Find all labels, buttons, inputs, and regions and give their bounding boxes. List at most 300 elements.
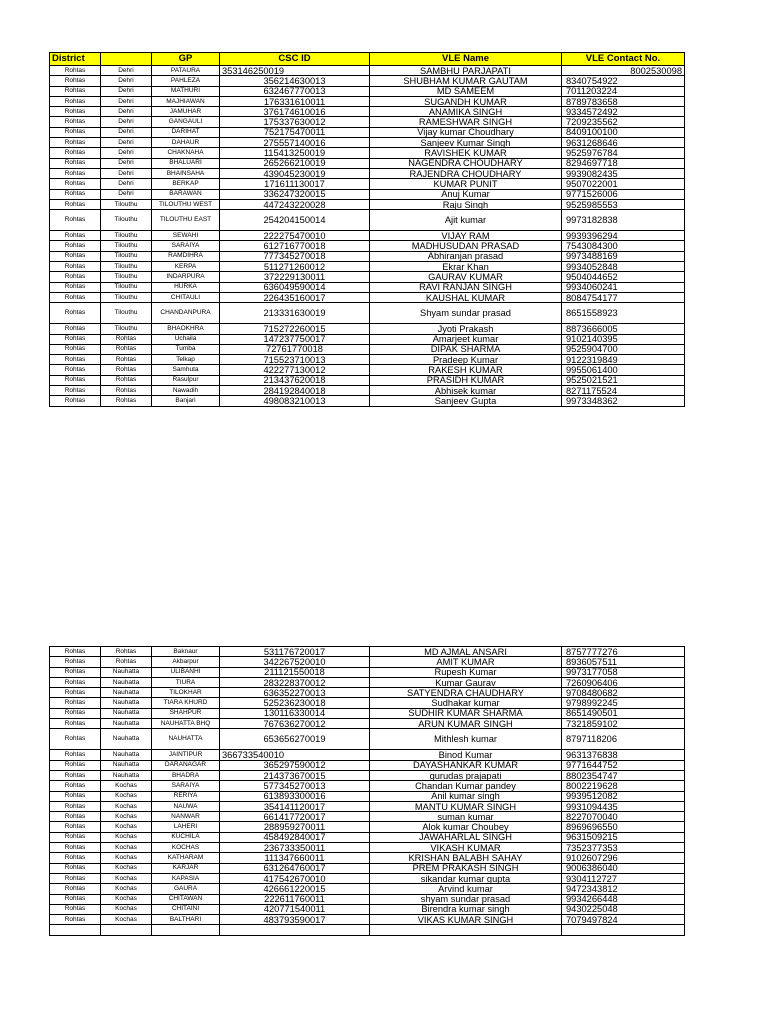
gp-cell: KARJAR	[152, 863, 220, 873]
district-cell: Rohtas	[50, 127, 101, 137]
contact-cell: 9507022001	[562, 179, 685, 189]
csc-id-cell: 236733350011	[220, 843, 370, 853]
contact-cell: 7543084300	[562, 241, 685, 251]
header-block	[101, 53, 152, 66]
table-row	[50, 355, 685, 365]
gp-cell: NANWAR	[152, 812, 220, 822]
vle-name-cell: Binod Kumar	[370, 750, 562, 760]
gp-cell: JAMUHAR	[152, 107, 220, 117]
table-row	[50, 688, 685, 698]
contact-cell: 8797118206	[562, 729, 685, 750]
vle-name-cell: MD AJMAL ANSARI	[370, 647, 562, 657]
table-row	[50, 853, 685, 863]
district-cell: Rohtas	[50, 708, 101, 718]
table-row	[50, 272, 685, 282]
district-cell: Rohtas	[50, 231, 101, 241]
block-cell: Kochas	[101, 781, 152, 791]
csc-id-cell: 777345270018	[220, 251, 370, 261]
table-body-top	[50, 66, 685, 407]
block-cell: Rohtas	[101, 657, 152, 667]
table-row	[50, 344, 685, 354]
district-cell: Rohtas	[50, 375, 101, 385]
contact-cell: 9631376838	[562, 750, 685, 760]
table-header-row	[50, 53, 685, 66]
csc-id-cell: 283228370012	[220, 677, 370, 687]
contact-cell: 8802354747	[562, 770, 685, 780]
contact-cell: 8757777276	[562, 647, 685, 657]
table-row	[50, 189, 685, 199]
block-cell: Tilouthu	[101, 282, 152, 292]
vle-name-cell: Birendra kumar singh	[370, 904, 562, 914]
contact-cell: 8409100100	[562, 127, 685, 137]
gp-cell: NAUHATTA BHQ	[152, 719, 220, 729]
gp-cell: SARAIYA	[152, 241, 220, 251]
vle-name-cell: Abhisek kumar	[370, 386, 562, 396]
contact-cell: 9973488169	[562, 251, 685, 261]
district-cell: Rohtas	[50, 272, 101, 282]
vle-name-cell: GAURAV KUMAR	[370, 272, 562, 282]
contact-cell: 8789783658	[562, 96, 685, 106]
vle-table-bottom	[49, 646, 685, 936]
vle-name-cell: SUGANDH KUMAR	[370, 96, 562, 106]
gp-cell: HURKA	[152, 282, 220, 292]
vle-name-cell: Vijay kumar Choudhary	[370, 127, 562, 137]
table-row	[50, 76, 685, 86]
contact-cell: 9939082435	[562, 168, 685, 178]
vle-name-cell: AMIT KUMAR	[370, 657, 562, 667]
vle-name-cell: Ajit kumar	[370, 210, 562, 231]
table-row	[50, 894, 685, 904]
csc-id-cell: 213331630019	[220, 303, 370, 324]
gp-cell: KUCHILA	[152, 832, 220, 842]
block-cell: Nauhatta	[101, 760, 152, 770]
block-cell: Tilouthu	[101, 251, 152, 261]
gp-cell: SEWAHI	[152, 231, 220, 241]
vle-name-cell: Rupesh Kumar	[370, 667, 562, 677]
gp-cell: NAUWA	[152, 801, 220, 811]
district-cell: Rohtas	[50, 750, 101, 760]
contact-cell: 9931094435	[562, 801, 685, 811]
vle-table-top	[49, 52, 685, 407]
gp-cell: BHAINSAHA	[152, 168, 220, 178]
district-cell: Rohtas	[50, 822, 101, 832]
contact-cell: 9430225048	[562, 904, 685, 914]
csc-id-cell: 498083210013	[220, 396, 370, 406]
csc-id-cell: 254204150014	[220, 210, 370, 231]
csc-id-cell: 636352270013	[220, 688, 370, 698]
table-row	[50, 708, 685, 718]
district-cell: Rohtas	[50, 251, 101, 261]
district-cell: Rohtas	[50, 241, 101, 251]
table-row	[50, 873, 685, 883]
contact-cell: 9525904700	[562, 344, 685, 354]
csc-id-cell: 483793590017	[220, 915, 370, 925]
csc-id-cell: 417542670010	[220, 873, 370, 883]
district-cell: Rohtas	[50, 770, 101, 780]
contact-cell: 9102607296	[562, 853, 685, 863]
block-cell: Dehri	[101, 127, 152, 137]
vle-name-cell: SUDHIR KUMAR SHARMA	[370, 708, 562, 718]
table-row	[50, 365, 685, 375]
block-cell: Rohtas	[101, 647, 152, 657]
gp-cell: Tumba	[152, 344, 220, 354]
district-cell: Rohtas	[50, 760, 101, 770]
block-cell: Nauhatta	[101, 719, 152, 729]
contact-cell: 8340754922	[562, 76, 685, 86]
table-row	[50, 86, 685, 96]
contact-cell: 9934052848	[562, 262, 685, 272]
district-cell: Rohtas	[50, 386, 101, 396]
gp-cell: RERIYA	[152, 791, 220, 801]
gp-cell: DAHAUR	[152, 138, 220, 148]
vle-name-cell	[370, 925, 562, 935]
contact-cell: 7079497824	[562, 915, 685, 925]
gp-cell: CHAKNAHA	[152, 148, 220, 158]
table-row	[50, 324, 685, 334]
district-cell: Rohtas	[50, 210, 101, 231]
csc-id-cell: 661417720017	[220, 812, 370, 822]
vle-name-cell: KUMAR PUNIT	[370, 179, 562, 189]
district-cell: Rohtas	[50, 719, 101, 729]
contact-cell: 9934266448	[562, 894, 685, 904]
vle-name-cell: Anuj Kumar	[370, 189, 562, 199]
block-cell: Dehri	[101, 158, 152, 168]
district-cell: Rohtas	[50, 189, 101, 199]
district-cell: Rohtas	[50, 904, 101, 914]
district-cell: Rohtas	[50, 667, 101, 677]
district-cell	[50, 925, 101, 935]
vle-name-cell: PRASIDH KUMAR	[370, 375, 562, 385]
gp-cell: TIARA KHURD	[152, 698, 220, 708]
vle-name-cell: MANTU KUMAR SINGH	[370, 801, 562, 811]
vle-name-cell: Amarjeet kumar	[370, 334, 562, 344]
table-row	[50, 832, 685, 842]
block-cell: Rohtas	[101, 396, 152, 406]
csc-id-cell: 72761770018	[220, 344, 370, 354]
district-cell: Rohtas	[50, 832, 101, 842]
block-cell: Kochas	[101, 791, 152, 801]
table-row	[50, 251, 685, 261]
block-cell: Nauhatta	[101, 770, 152, 780]
block-cell: Tilouthu	[101, 303, 152, 324]
gp-cell: MATHURI	[152, 86, 220, 96]
table-row	[50, 241, 685, 251]
block-cell: Kochas	[101, 812, 152, 822]
vle-name-cell: VIJAY RAM	[370, 231, 562, 241]
table-row	[50, 292, 685, 302]
block-cell: Nauhatta	[101, 729, 152, 750]
district-cell: Rohtas	[50, 117, 101, 127]
table-row	[50, 262, 685, 272]
gp-cell: DARIHAT	[152, 127, 220, 137]
csc-id-cell: 353146250019	[220, 66, 370, 76]
block-cell: Kochas	[101, 873, 152, 883]
vle-name-cell: Mithlesh kumar	[370, 729, 562, 750]
gp-cell: KERPA	[152, 262, 220, 272]
gp-cell: KOCHAS	[152, 843, 220, 853]
district-cell: Rohtas	[50, 199, 101, 209]
contact-cell: 8873666005	[562, 324, 685, 334]
table-row	[50, 843, 685, 853]
vle-name-cell: KAUSHAL KUMAR	[370, 292, 562, 302]
vle-name-cell: Ekrar Khan	[370, 262, 562, 272]
contact-cell: 9006386040	[562, 863, 685, 873]
gp-cell: Rasulpur	[152, 375, 220, 385]
contact-cell: 8651490501	[562, 708, 685, 718]
csc-id-cell: 631264760017	[220, 863, 370, 873]
district-cell: Rohtas	[50, 853, 101, 863]
gp-cell: BERKAP	[152, 179, 220, 189]
district-cell: Rohtas	[50, 781, 101, 791]
vle-name-cell: RAKESH KUMAR	[370, 365, 562, 375]
table-body-bottom	[50, 647, 685, 936]
csc-id-cell: 613893300016	[220, 791, 370, 801]
block-cell	[101, 925, 152, 935]
table-row	[50, 386, 685, 396]
district-cell: Rohtas	[50, 915, 101, 925]
csc-id-cell: 176331610011	[220, 96, 370, 106]
district-cell: Rohtas	[50, 158, 101, 168]
vle-name-cell: Abhiranjan prasad	[370, 251, 562, 261]
district-cell: Rohtas	[50, 791, 101, 801]
gp-cell: Samhuta	[152, 365, 220, 375]
vle-name-cell: MADHUSUDAN PRASAD	[370, 241, 562, 251]
district-cell: Rohtas	[50, 96, 101, 106]
contact-cell: 8271175524	[562, 386, 685, 396]
block-cell: Dehri	[101, 107, 152, 117]
csc-id-cell: 422277130012	[220, 365, 370, 375]
block-cell: Dehri	[101, 117, 152, 127]
district-cell: Rohtas	[50, 148, 101, 158]
vle-name-cell: RAVI RANJAN SINGH	[370, 282, 562, 292]
district-cell: Rohtas	[50, 179, 101, 189]
csc-id-cell: 653656270019	[220, 729, 370, 750]
contact-cell: 7352377353	[562, 843, 685, 853]
gp-cell: TILOUTHU EAST	[152, 210, 220, 231]
table-row	[50, 770, 685, 780]
district-cell: Rohtas	[50, 107, 101, 117]
contact-cell: 8002219628	[562, 781, 685, 791]
block-cell: Kochas	[101, 915, 152, 925]
contact-cell: 9525021521	[562, 375, 685, 385]
csc-id-cell: 458492840017	[220, 832, 370, 842]
csc-id-cell: 175337630012	[220, 117, 370, 127]
csc-id-cell: 420771540011	[220, 904, 370, 914]
contact-cell: 8936057511	[562, 657, 685, 667]
district-cell: Rohtas	[50, 863, 101, 873]
vle-name-cell: SHUBHAM KUMAR GAUTAM	[370, 76, 562, 86]
csc-id-cell: 226435160017	[220, 292, 370, 302]
table-row	[50, 179, 685, 189]
contact-cell: 9304112727	[562, 873, 685, 883]
vle-name-cell: Kumar Gaurav	[370, 677, 562, 687]
district-cell: Rohtas	[50, 324, 101, 334]
vle-name-cell: PREM PRAKASH SINGH	[370, 863, 562, 873]
table-row	[50, 647, 685, 657]
csc-id-cell: 752175470011	[220, 127, 370, 137]
district-cell: Rohtas	[50, 303, 101, 324]
gp-cell: CHITAULI	[152, 292, 220, 302]
district-cell: Rohtas	[50, 894, 101, 904]
csc-id-cell: 214373670015	[220, 770, 370, 780]
vle-name-cell: gurudas prajapati	[370, 770, 562, 780]
vle-name-cell: RAMESHWAR SINGH	[370, 117, 562, 127]
block-cell: Tilouthu	[101, 241, 152, 251]
block-cell: Kochas	[101, 884, 152, 894]
csc-id-cell: 376174610016	[220, 107, 370, 117]
table-row	[50, 657, 685, 667]
vle-name-cell: RAVISHEK KUMAR	[370, 148, 562, 158]
gp-cell: DARANAGAR	[152, 760, 220, 770]
district-cell: Rohtas	[50, 282, 101, 292]
gp-cell: CHITAWAN	[152, 894, 220, 904]
contact-cell: 9955061400	[562, 365, 685, 375]
block-cell: Dehri	[101, 138, 152, 148]
contact-cell: 8651558923	[562, 303, 685, 324]
table-row	[50, 148, 685, 158]
vle-name-cell: ANAMIKA SINGH	[370, 107, 562, 117]
table-row	[50, 729, 685, 750]
table-row	[50, 334, 685, 344]
csc-id-cell: 284192840018	[220, 386, 370, 396]
contact-cell: 8084754177	[562, 292, 685, 302]
district-cell: Rohtas	[50, 873, 101, 883]
contact-cell: 8227070040	[562, 812, 685, 822]
block-cell: Rohtas	[101, 334, 152, 344]
gp-cell: PATAURA	[152, 66, 220, 76]
block-cell: Dehri	[101, 179, 152, 189]
contact-cell: 9939396294	[562, 231, 685, 241]
district-cell: Rohtas	[50, 262, 101, 272]
district-cell: Rohtas	[50, 138, 101, 148]
csc-id-cell: 636049590014	[220, 282, 370, 292]
contact-cell: 8294697718	[562, 158, 685, 168]
block-cell: Kochas	[101, 863, 152, 873]
table-row	[50, 863, 685, 873]
csc-id-cell: 612716770018	[220, 241, 370, 251]
gp-cell: SHAHPUR	[152, 708, 220, 718]
csc-id-cell: 715272260015	[220, 324, 370, 334]
vle-name-cell: Sudhakar kumar	[370, 698, 562, 708]
block-cell: Nauhatta	[101, 750, 152, 760]
block-cell: Nauhatta	[101, 667, 152, 677]
csc-id-cell: 439045230019	[220, 168, 370, 178]
gp-cell: KATHARAM	[152, 853, 220, 863]
table-row	[50, 375, 685, 385]
block-cell: Dehri	[101, 96, 152, 106]
district-cell: Rohtas	[50, 355, 101, 365]
contact-cell: 7260906406	[562, 677, 685, 687]
gp-cell: BALTHARI	[152, 915, 220, 925]
table-row	[50, 168, 685, 178]
gp-cell: BHADRA	[152, 770, 220, 780]
block-cell: Kochas	[101, 894, 152, 904]
gp-cell: GAURA	[152, 884, 220, 894]
csc-id-cell: 275557140016	[220, 138, 370, 148]
block-cell: Nauhatta	[101, 688, 152, 698]
csc-id-cell: 222611760011	[220, 894, 370, 904]
gp-cell: SARAIYA	[152, 781, 220, 791]
csc-id-cell: 632467770013	[220, 86, 370, 96]
csc-id-cell: 356214630013	[220, 76, 370, 86]
vle-name-cell: JAWAHARLAL SINGH	[370, 832, 562, 842]
block-cell: Nauhatta	[101, 677, 152, 687]
csc-id-cell: 336247320015	[220, 189, 370, 199]
gp-cell: RAMDIHRA	[152, 251, 220, 261]
table-row	[50, 303, 685, 324]
block-cell: Rohtas	[101, 355, 152, 365]
table-row	[50, 282, 685, 292]
vle-name-cell: Pradeep Kumar	[370, 355, 562, 365]
gp-cell: Baknaur	[152, 647, 220, 657]
table-row	[50, 915, 685, 925]
district-cell: Rohtas	[50, 168, 101, 178]
contact-cell: 9798992245	[562, 698, 685, 708]
gp-cell: ULIBANHI	[152, 667, 220, 677]
gp-cell: CHITAINI	[152, 904, 220, 914]
contact-cell	[562, 925, 685, 935]
block-cell: Dehri	[101, 66, 152, 76]
vle-name-cell: MD SAMEEM	[370, 86, 562, 96]
block-cell: Dehri	[101, 86, 152, 96]
table-row	[50, 117, 685, 127]
table-row	[50, 698, 685, 708]
district-cell: Rohtas	[50, 801, 101, 811]
contact-cell: 9631268646	[562, 138, 685, 148]
contact-cell: 9525985553	[562, 199, 685, 209]
vle-name-cell: Alok kumar Choubey	[370, 822, 562, 832]
block-cell: Tilouthu	[101, 210, 152, 231]
contact-cell: 9102140395	[562, 334, 685, 344]
contact-cell: 9631509215	[562, 832, 685, 842]
contact-cell: 7011203224	[562, 86, 685, 96]
vle-name-cell: DAYASHANKAR KUMAR	[370, 760, 562, 770]
csc-id-cell: 171611130017	[220, 179, 370, 189]
table-row	[50, 667, 685, 677]
table-row	[50, 231, 685, 241]
vle-name-cell: SATYENDRA CHAUDHARY	[370, 688, 562, 698]
district-cell: Rohtas	[50, 66, 101, 76]
gp-cell: INDARPURA	[152, 272, 220, 282]
contact-cell: 9708480682	[562, 688, 685, 698]
district-cell: Rohtas	[50, 688, 101, 698]
contact-cell: 9525976784	[562, 148, 685, 158]
header-vle-name: VLE Name	[370, 53, 562, 66]
vle-name-cell: Sanjeev Gupta	[370, 396, 562, 406]
district-cell: Rohtas	[50, 884, 101, 894]
block-cell: Kochas	[101, 843, 152, 853]
table-row	[50, 158, 685, 168]
vle-name-cell: Shyam sundar prasad	[370, 303, 562, 324]
header-csc-id: CSC ID	[220, 53, 370, 66]
gp-cell: Akbarpur	[152, 657, 220, 667]
contact-cell: 9771526006	[562, 189, 685, 199]
csc-id-cell: 211121550018	[220, 667, 370, 677]
vle-name-cell: Raju Singh	[370, 199, 562, 209]
csc-id-cell: 354141120017	[220, 801, 370, 811]
block-cell: Tilouthu	[101, 199, 152, 209]
table-row	[50, 925, 685, 935]
csc-id-cell: 715523710013	[220, 355, 370, 365]
contact-cell: 7321859102	[562, 719, 685, 729]
block-cell: Rohtas	[101, 365, 152, 375]
table-row	[50, 812, 685, 822]
vle-name-cell: sikandar kumar gupta	[370, 873, 562, 883]
csc-id-cell: 111347660011	[220, 853, 370, 863]
vle-name-cell: VIKASH KUMAR	[370, 843, 562, 853]
table-row	[50, 884, 685, 894]
block-cell: Kochas	[101, 801, 152, 811]
